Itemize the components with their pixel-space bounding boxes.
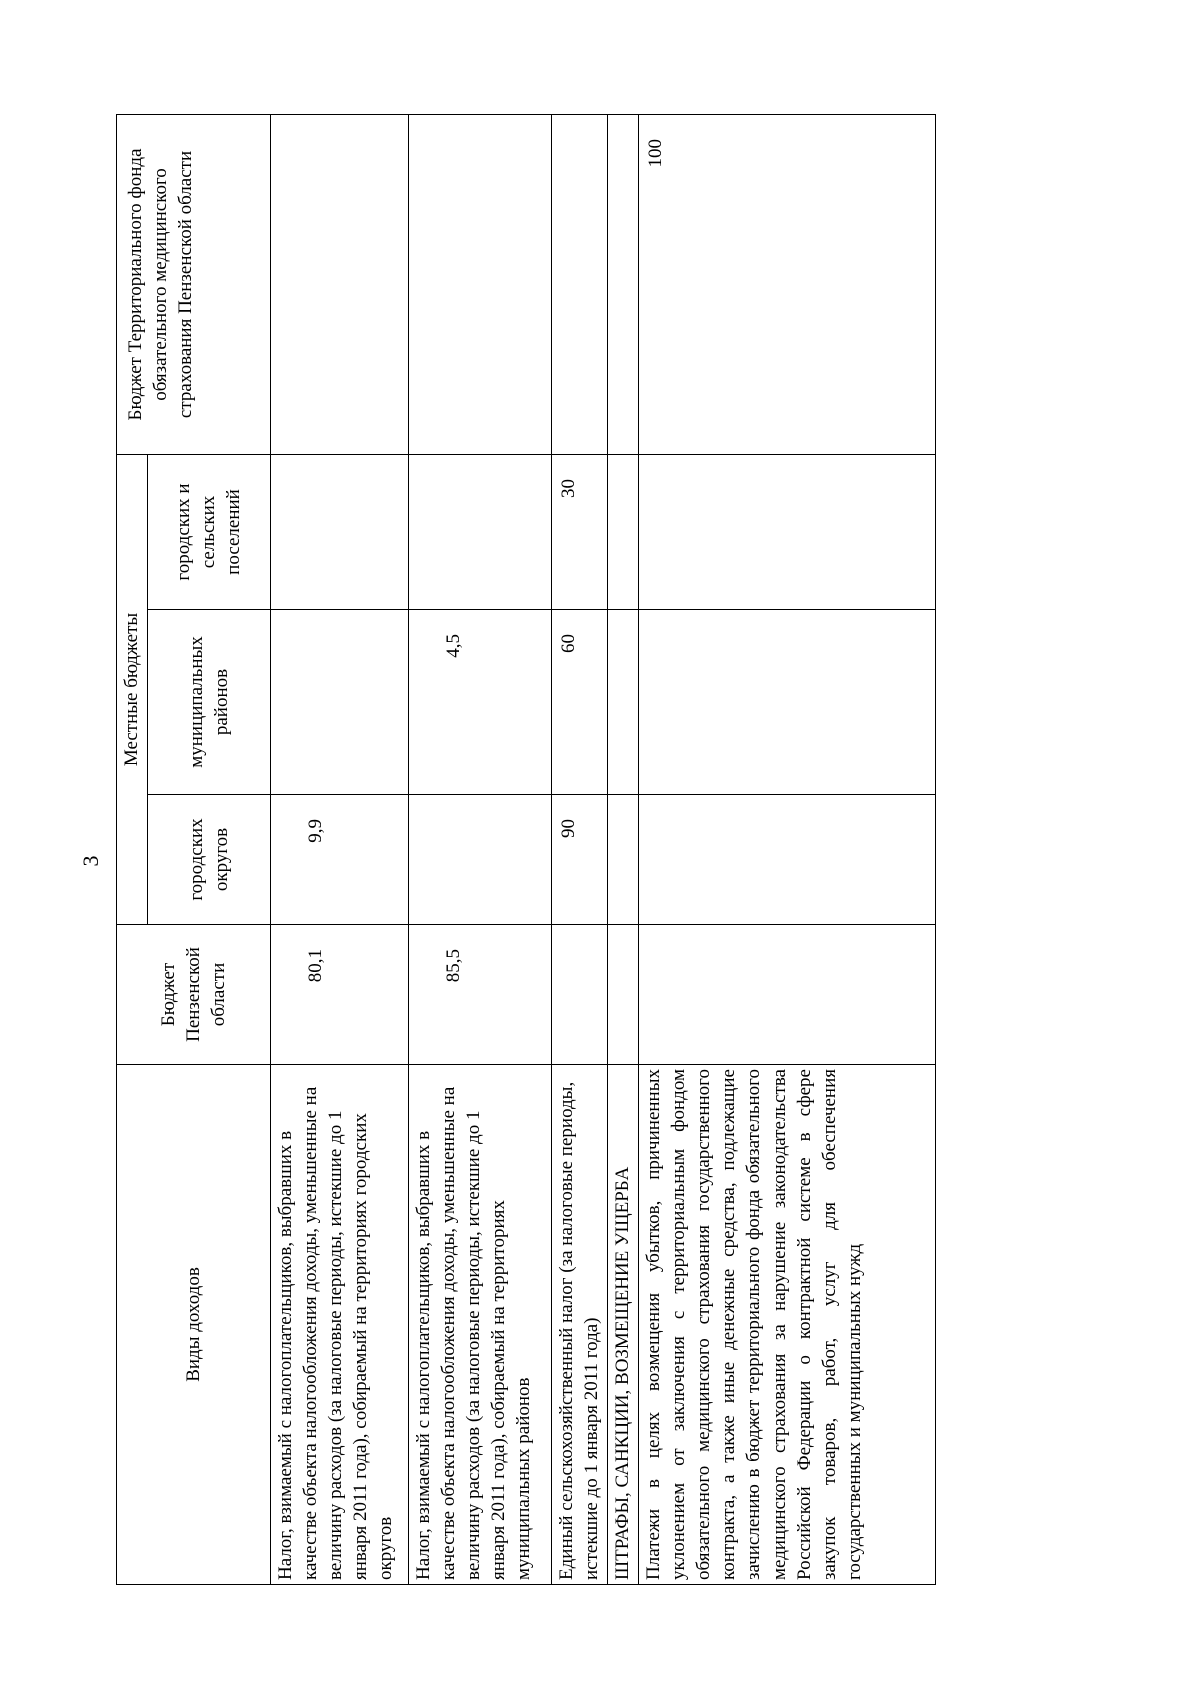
region-value: [608, 925, 639, 1065]
fund-value: [408, 114, 551, 454]
settlement-value: [639, 454, 936, 609]
fund-value: [270, 114, 408, 454]
table-row: [639, 114, 936, 1584]
region-value: [639, 925, 936, 1065]
header-settlements: городских и сельских поселений: [147, 454, 270, 609]
table-header-row: [117, 114, 148, 1584]
table-row: [608, 114, 639, 1584]
income-cell: Налог, взимаемый с налогоплательщиков, выбравших в качестве объекта налогообложения доходы, уменьшенные на величину расходов (за налоговые периоды, истекшие до 1 января 2011 года), собираемый на территориях городских округов: [270, 1065, 408, 1585]
municipal-value: 60: [551, 610, 607, 795]
settlement-value: 30: [551, 454, 607, 609]
income-cell: Налог, взимаемый с налогоплательщиков, выбравших в качестве объекта налогообложения доходы, уменьшенные на величину расходов (за налоговые периоды, истекшие до 1 января 2011 года), собираемый на территориях муниципальных районов: [408, 1065, 551, 1585]
income-cell: ШТРАФЫ, САНКЦИИ, ВОЗМЕЩЕНИЕ УЩЕРБА: [608, 1065, 639, 1585]
fund-value: [608, 114, 639, 454]
header-fund-budget: Бюджет Территориального фонда обязательного медицинского страхования Пензенской области: [117, 114, 271, 454]
income-cell: Платежи в целях возмещения убытков, причиненных уклонением от заключения с территориальным фондом обязательного медицинского страхования государственного контракта, а также иные денежные средства, подлежащие зачислению в бюджет территориального фонда обязательного медицинского страхования за нарушение законодательства Российской Федерации о контрактной системе в сфере закупок товаров, работ, услуг для обеспечения государственных и муниципальных нужд: [639, 1065, 936, 1585]
city-value: [408, 795, 551, 925]
income-cell: Единый сельскохозяйственный налог (за налоговые периоды, истекшие до 1 января 2011 года): [551, 1065, 607, 1585]
region-value: 85,5: [408, 925, 551, 1065]
city-value: 9,9: [270, 795, 408, 925]
settlement-value: [408, 454, 551, 609]
municipal-value: [608, 610, 639, 795]
city-value: 90: [551, 795, 607, 925]
rotated-page-content: [116, 115, 936, 1585]
region-value: 80,1: [270, 925, 408, 1065]
settlement-value: [608, 454, 639, 609]
fund-value: 100: [639, 114, 936, 454]
table-row: [408, 114, 551, 1584]
page-number: 3: [78, 855, 103, 867]
income-distribution-table: [116, 114, 936, 1585]
municipal-value: 4,5: [408, 610, 551, 795]
city-value: [608, 795, 639, 925]
header-city-districts: городских округов: [147, 795, 270, 925]
table-row: [270, 114, 408, 1584]
municipal-value: [639, 610, 936, 795]
settlement-value: [270, 454, 408, 609]
region-value: [551, 925, 607, 1065]
header-income-types: Виды доходов: [117, 1065, 271, 1585]
city-value: [639, 795, 936, 925]
header-region-budget: Бюджет Пензенской области: [117, 925, 271, 1065]
municipal-value: [270, 610, 408, 795]
header-municipal-districts: муниципальных районов: [147, 610, 270, 795]
fund-value: [551, 114, 607, 454]
table-row: [551, 114, 607, 1584]
header-local-budgets: Местные бюджеты: [117, 454, 148, 924]
